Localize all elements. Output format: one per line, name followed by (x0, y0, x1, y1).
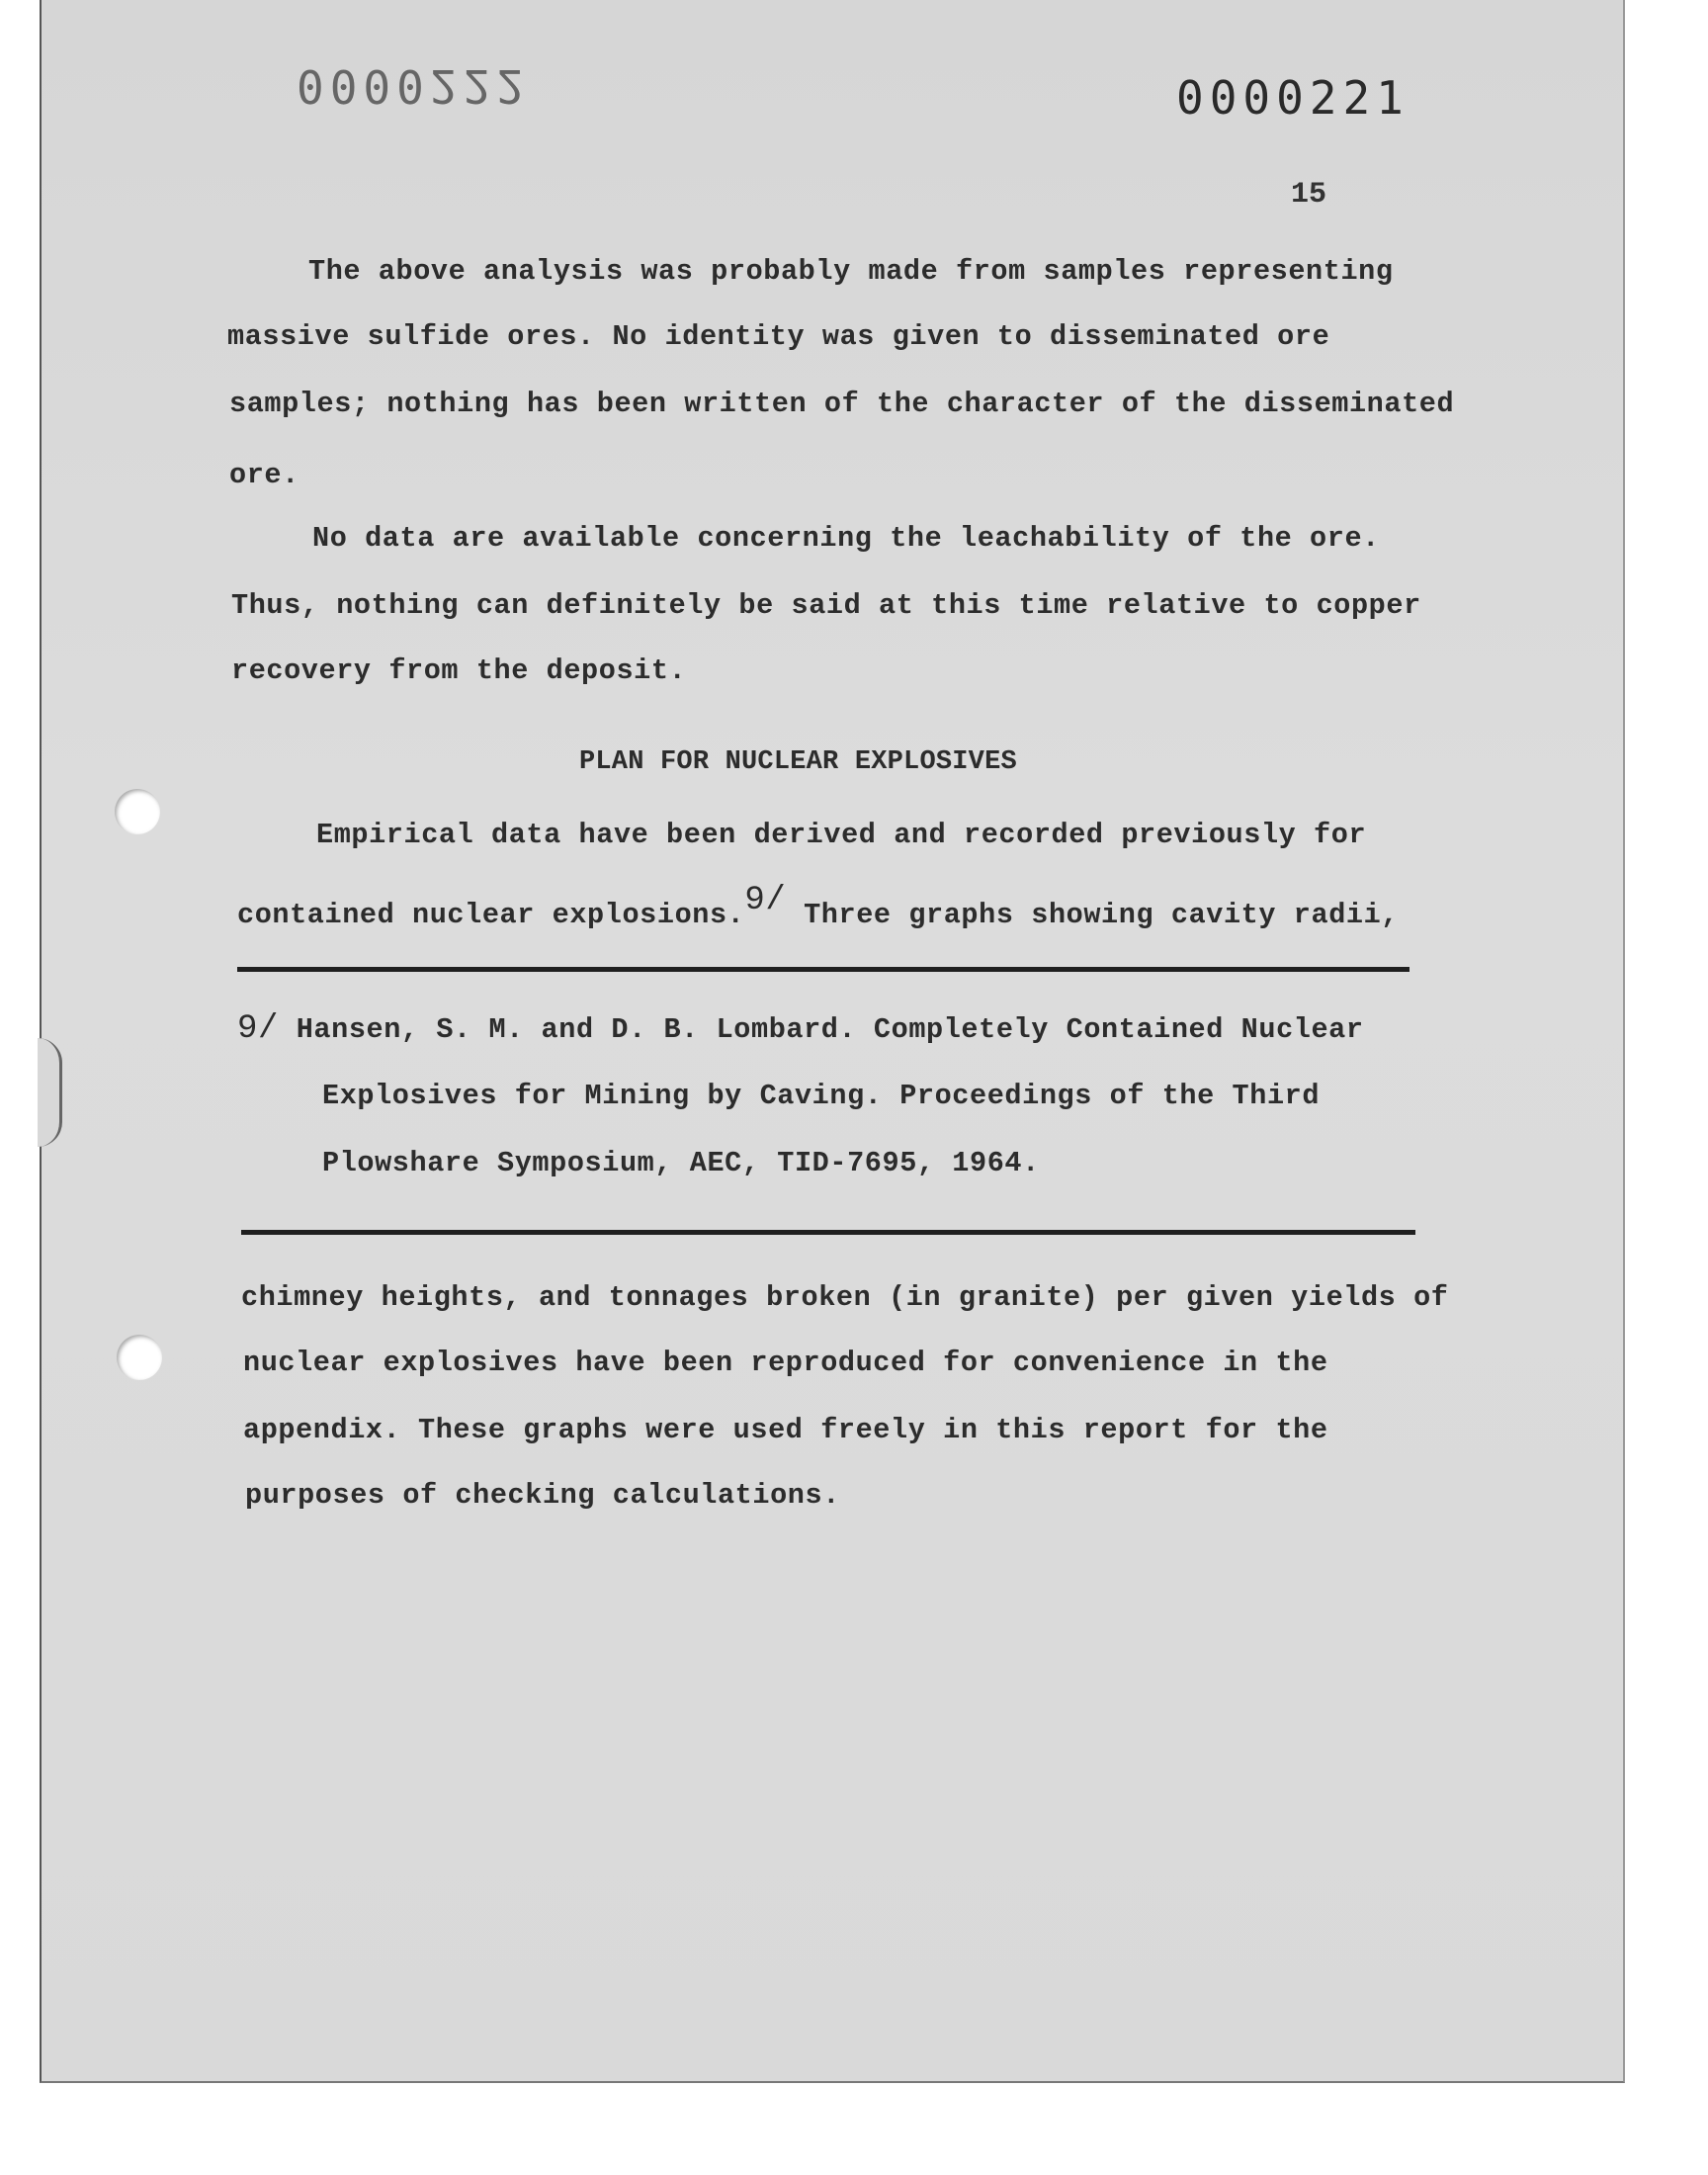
punch-hole-upper (115, 789, 160, 834)
footnote-line2: Explosives for Mining by Caving. Proceedings of the Third (322, 1080, 1321, 1112)
footnote-reference: 9/ (744, 882, 787, 919)
para2-line1: No data are available concerning the leachability of the ore. (312, 522, 1380, 555)
punch-hole-lower (117, 1335, 162, 1380)
section-heading: PLAN FOR NUCLEAR EXPLOSIVES (579, 747, 1017, 777)
para1-line4: ore. (229, 459, 299, 491)
para3-line2-end: Three graphs showing cavity radii, (786, 899, 1400, 931)
page-edge-notch (38, 1038, 62, 1147)
para4-line3: appendix. These graphs were used freely in this report for the (243, 1414, 1328, 1446)
footnote-citation-start: Hansen, S. M. and D. B. Lombard. Completely Contained Nuclear (279, 1013, 1364, 1046)
footnote-line1 (237, 1010, 1364, 1048)
para3-line2 (237, 882, 1399, 931)
reversed-stamp-number: 0000222 (297, 59, 530, 113)
para1-line3: samples; nothing has been written of the character of the disseminated (229, 388, 1455, 420)
para4-line1: chimney heights, and tonnages broken (in granite) per given yields of (241, 1281, 1449, 1314)
page-number: 15 (1291, 178, 1327, 212)
para1-line1: The above analysis was probably made from samples representing (308, 255, 1394, 288)
para2-line2: Thus, nothing can definitely be said at this time relative to copper (231, 589, 1421, 622)
stamp-number: 0000221 (1176, 71, 1409, 125)
footnote-top-rule (237, 967, 1409, 972)
footnote-bottom-rule (241, 1230, 1415, 1235)
para4-line2: nuclear explosives have been reproduced for convenience in the (243, 1347, 1328, 1379)
para1-line2: massive sulfide ores. No identity was given to disseminated ore (227, 320, 1330, 353)
footnote-marker: 9/ (237, 1010, 280, 1048)
para3-line1: Empirical data have been derived and recorded previously for (316, 819, 1367, 851)
para3-line2-start: contained nuclear explosions. (237, 899, 745, 931)
footnote-line3: Plowshare Symposium, AEC, TID-7695, 1964. (322, 1147, 1040, 1179)
para4-line4: purposes of checking calculations. (245, 1479, 840, 1512)
para2-line3: recovery from the deposit. (231, 654, 687, 687)
